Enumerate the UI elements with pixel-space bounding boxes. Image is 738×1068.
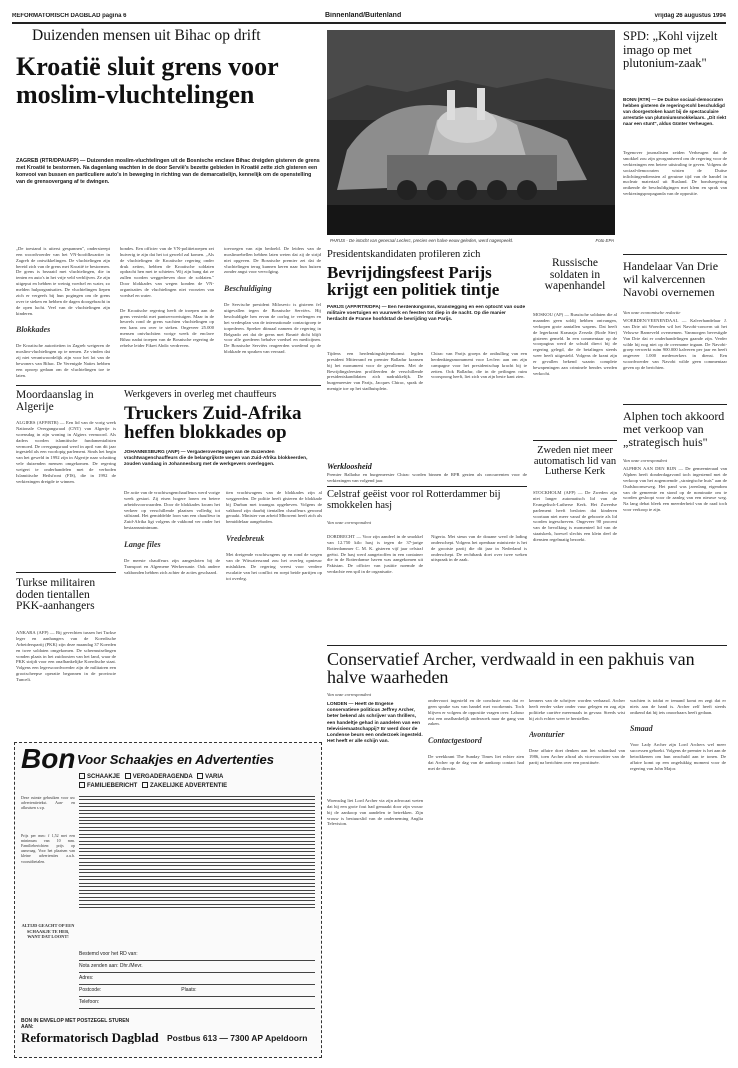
archer-body2b: De weekkrant The Sunday Times liet echter zien dat Archer op de dag van de aankoop contact had met de directie. [428, 754, 524, 771]
bon-option-varia[interactable]: VARIA [197, 774, 223, 780]
archer-headline: Conservatief Archer, verdwaald in een pakhuis van halve waarheden [327, 650, 695, 687]
turkse-headline: Turkse militairen doden tientallen PKK-aanhangers [16, 578, 96, 613]
archer-body4b: Voor Lady Archer zijn Lord Archers wel meer successen geboekt. Volgens de premier is het aan de betrokkenen om hun onschuld aan te tonen. De affaire komt op een ongelukkig moment voor de regering van John Major. [630, 742, 726, 771]
header-date: vrijdag 26 augustus 1994 [654, 13, 726, 19]
bevrijding-col2 [431, 345, 527, 460]
moord-rule [16, 572, 116, 573]
archer-top-rule [327, 645, 727, 646]
photo-caption: PARIJS - De intocht van generaal Leclerc, precies een halve eeuw geleden, werd nagespeeld. [330, 238, 514, 243]
bon-form-postcode[interactable]: Postcode: Plaats: [79, 985, 315, 997]
bevrijding-body1b: Premier Balladur en burgemeester Chirac worden binnen de RPR gezien als concurrenten voor de verkiezingen van volgend jaar. [327, 472, 527, 483]
navobi-rule [623, 404, 727, 405]
truckers-body2b: Met dreigende vrachtwagens op en rond de wegen van de Witwatersrand zou het overleg opnieuw mislukken. De regering vreest voor verdere escalatie van het conflict en roept beide partijen op tot overleg. [226, 552, 322, 581]
lead-deck: ZAGREB (RTR/DPA/AFP) — Duizenden moslim-vluchtelingen uit de Bosnische enclave Bihac dreigden gisteren de grens met Kroatië te bestormen. Na dagenlang wachten in de door Servië's bezette gebieden in Kroatië zette zich gisteren een konvooi van bussen en particuliere auto's in beweging in richting van de demarcatielijn, kennelijk om de openstelling van de grensovergang af te dwingen. [16, 158, 320, 185]
lead-body-col2 [120, 240, 214, 380]
bon-prices: Prijs per mm: f 1,52 met een minimum van 10 mm. Familieberichten: prijs op aanvraag. Voor het plaatsen van kleine advertenties a.u.b. vooruitbetalen. [21, 833, 75, 864]
lead-body1: „De toestand is uiterst gespannen", onderstreept een woordvoerder van het VN-hoofdkwartier in Zagreb de ontwikkelingen. De vluchtelingen zijn bereid zich van de grens met Kroatië te bestormen. De grens is bezaaid met vluchtelingen, die in tenten en auto's in het vrije veld verblijven. Ze zijn uitgeput en hebben te weinig voedsel en water, zo melden hulporganisaties. De vluchtelingen liepen zich er vergeefs bij hun pogingen om de grens over te steken en hebben de dagen doorgebracht in de open lucht. Veel van de vluchtelingen zijn kinderen. [16, 245, 110, 316]
truckers-col2 [226, 484, 322, 737]
bon-option-agenda[interactable]: VERGADERAGENDA [125, 774, 193, 780]
archer-body1: Woensdag liet Lord Archer via zijn advocaat weten dat hij een grote fout had gemaakt door zijn vrouw bij de aankoop van aandelen te betrekken. Zijn vrouw is bestuurslid van de onderneming Anglia Television. [327, 797, 423, 827]
lead-kicker: Duizenden mensen uit Bihac op drift [32, 28, 261, 44]
bon-options [79, 773, 319, 791]
bon-form-phone[interactable]: Telefoon: [79, 997, 315, 1009]
bon-footer-label: BON IN ENVELOP MET POSTZEGEL STUREN AAN: [21, 1018, 130, 1030]
bon-option-familie[interactable]: FAMILIEBERICHT [79, 783, 137, 789]
bon-cta: ALTIJD GEACHT OP EEN SCHAAKJE TE HEB, WANT DAT LOONT! [21, 923, 75, 940]
bevrijding-kicker: Presidentskandidaten profileren zich [327, 250, 481, 260]
spd-deck: BONN (RTR) — De Duitse sociaal-democraten hebben gisteren de regering-Kohl beschuldigd van doorgestoken kaart bij de spectaculaire arrestatie van plutoniumsmokkelaars. „Dit riekt naar een stunt", aldus Günter Verheugen. [623, 97, 727, 126]
spd-headline: SPD: „Kohl vijzelt imago op met plutonium-zaak" [623, 30, 718, 70]
bon-form [79, 949, 315, 1009]
bon-address: Postbus 613 — 7300 AP Apeldoorn [167, 1033, 308, 1043]
archer-col2 [428, 692, 524, 1054]
lead-headline: Kroatië sluit grens voor moslim-vluchtelingen [16, 53, 279, 109]
alphen-headline: Alphen toch akkoord met verkoop van „strategisch huis" [623, 410, 725, 449]
bon-option-zakelijk[interactable]: ZAKELIJKE ADVERTENTIE [142, 783, 227, 789]
bevrijding-body1: Tijdens een herdenkingsbijeenkomst legden president Mitterrand en premier Balladur kransen bij het monument voor de gevallenen. Met de Bevrijdingsfeesten profileerden de verschillende presidentskandidaten zich nadrukkelijk. De burgemeester van Parijs, Jacques Chirac, sprak de menigte toe op het stadhuisplein. [327, 350, 423, 392]
bevrijding-body2: Chirac van Parijs groeps de onthulling van een herdenkingsmonument voor Leclerc aan om zijn campagne voor het presidentschap kracht bij te zetten. Ook Balladur, die in de peilingen ruim voorsprong heeft, liet zich van zijn beste kant zien. [431, 350, 527, 380]
archer-col4 [630, 692, 726, 1054]
archer-col3 [529, 692, 625, 1054]
lead-body-col3 [224, 240, 321, 380]
truckers-kicker: Werkgevers in overleg met chauffeurs [124, 390, 277, 400]
archer-body2: ondervoort ingesteld en de conclusie was dat er geen sprake was van handel met voorkennis. Toch blijven er volgens de oppositie vragen over. Labour eist een onafhankelijk onderzoek naar de gang van zaken. [428, 697, 524, 727]
navobi-body: WOERDEN/VEENENDAAL — Kalverhandelaar J. van Drie uit Woerden wil het Navobi-concern uit het Veluwse Barneveld overnemen. Vanmorgen bevestigde Van Drie dat er onderhandelingen gaande zijn. Verder wilde hij nog niet op de overname ingaan. De Navobi-groep verwerkt ruim 900.000 kalveren per jaar en heeft ongeveer 1.000 medewerkers in dienst. Een woordvoerder van Navobi wilde geen commentaar geven op de berichten. [623, 318, 727, 370]
bon-form-name[interactable]: Nota zenden aan: Dhr./Mevr. [79, 961, 315, 973]
truckers-sub-vrede: Vredebreuk [226, 534, 265, 543]
archer-body3: kenners van de schrijver worden verbaasd. Archer heeft eerder vaker onder vuur gelegen en zag zijn politieke carrière meermaals in gevaar. Steeds wist hij zich echter weer te herstellen. [529, 697, 625, 721]
truckers-col1 [124, 484, 220, 737]
alphen-byline: Van onze correspondent [623, 458, 667, 463]
bon-text-lines[interactable] [79, 793, 315, 945]
russische-headline: Russische soldaten in wapenhandel [544, 258, 606, 293]
bevrijding-col1 [327, 345, 423, 460]
lead-sub-beschuldiging: Beschuldiging [224, 284, 272, 294]
truckers-body2: tien vrachtwagens van de blokkades zijn al weggereden. De politie heeft gisteren de blokkade bij Durban met traangas opgeheven. Volgens de vakbond zijn daarbij tientallen chauffeurs gewond geraakt. Minister van arbeid Mboweni heeft zich als bemiddelaar aangeboden. [226, 489, 322, 525]
bon-intro: Deze ruimte gebruiken voor uw advertentietekst. Aan- en afkruisen s.v.p. [21, 795, 75, 811]
celstraf-byline: Van onze correspondent [327, 520, 371, 525]
bevrijding-deck: PARIJS (AFP/RTR/DPA) — Een herdenkingsmis, kranslegging en een optocht van oude militaire voertuigen en vuurwerk en feesten tot diep in de nacht. Op die manier herdacht de Franse hoofdstad de bevrijding van Parijs. [327, 305, 526, 323]
celstraf-col1 [327, 528, 423, 640]
header-rule [12, 22, 726, 24]
bon-subtitle: Voor Schaakjes en Advertenties [77, 753, 275, 767]
lead-bottom-rule [16, 385, 321, 386]
lead-body3: toevoegen van zijn bedoeld. De leiders van de moslimrebellen hebben laten weten dat zij de strijd niet opgeven. De Bosnische premier zei dat de vluchtelingen terug kunnen keren naar hun huizen zonder angst voor vervolging. [224, 245, 321, 275]
bevrijding-sub: Werkloosheid [327, 462, 372, 471]
bon-coupon[interactable] [14, 742, 322, 1058]
archer-sub-avonturier: Avonturier [529, 730, 565, 740]
lead-body3b: De Servische president Milosevic is gisteren fel uitgevallen tegen de Bosnische Serviërs. Hij beschuldigde hen ervan de oorlog te verlengen en het vredesplan van de internationale contactgroep te torpederen. Spreker ditmaal namens de regering in Belgrado zei dat de grens met Bosnië dicht blijft voor alle goederen behalve voedsel en medicijnen. De Bosnische Serviërs reageerden woedend op de blokkade en spraken van verraad. [224, 302, 321, 355]
archer-byline: Van onze correspondent [327, 692, 371, 697]
spd-body: Tegenover journalisten zeiden Verheugen dat de smokkel zou zijn georganiseerd om de regering voor de verkiezingen een betere uitstraling te geven. Volgens de sociaal-democraten wisten de Duitse inlichtingendiensten al geruime tijd van de handel in nucleair materiaal uit Rusland. De bondsregering ontkende de beschuldigingen met klem en sprak van verkiezingspropaganda van de oppositie. [623, 150, 727, 197]
zweden-body: STOCKHOLM (AFP) — De Zweden zijn niet langer automatisch lid van de Evangelisch-Lutherse Kerk. Het Zweedse parlement heeft besloten dat kinderen voortaan niet meer vanaf de geboorte als lid worden ingeschreven. Ongeveer 90 procent van de bevolking is momenteel lid van de staatskerk, hoewel slechts een klein deel de diensten regelmatig bezoekt. [533, 490, 617, 542]
turkse-body: ANKARA (AFP) — Bij gevechten tussen het Turkse leger en aanhangers van de Koerdische Arbeiderspartij (PKK) zijn deze maandag 37 Koerden en twee soldaten omgekomen. De schermutselingen vonden plaats in het zuidoosten van het land, waar de PKK strijdt voor een onafhankelijke Koerdische staat. Volgens een legerwoordvoerder zijn de militairen een grootscheepse operatie begonnen in de provincie Tunceli. [16, 630, 116, 682]
archer-body3b: Deze affaire doet denken aan het schandaal van 1986, toen Archer aftrad als vicevoorzitter van de partij na berichten over een prostituée. [529, 748, 625, 766]
bon-option-schaakje[interactable]: SCHAAKJE [79, 774, 120, 780]
archer-body4: wachten is totdat er iemand komt en zegt dat er niets aan de hand is. Archer zelf heeft steeds ontkend dat hij iets onoorbaars heeft gedaan. [630, 697, 726, 715]
photo-credit: Foto EPA [595, 238, 614, 243]
navobi-headline: Handelaar Van Drie wil kalvercennen Navobi overnemen [623, 260, 719, 299]
bevrijding-rule [327, 486, 527, 487]
russische-rule [533, 440, 617, 441]
navobi-byline: Van onze economische redactie [623, 310, 681, 315]
celstraf-body2: Nigeria. Met steun van de douane werd de lading onderschept. Volgens het openbaar ministerie is het de grootste partij die dit jaar in Nederland is onderschept. De rechtbank doet over twee weken uitspraak in de zaak. [431, 533, 527, 563]
lead-sub-blokkades: Blokkades [16, 325, 51, 335]
truckers-body1b: De meeste chauffeurs zijn aangesloten bij de Transport en Algemene Werkersunie. Ook andere vakbonden hebben zich achter de acties geschaard. [124, 557, 220, 575]
archer-sub-smaad: Smaad [630, 724, 653, 734]
lead-photo [327, 30, 615, 235]
truckers-headline: Truckers Zuid-Afrika heffen blokkades op [124, 404, 302, 443]
celstraf-body1: DORDRECHT — Voor zijn aandeel in de smokkel van 12.750 kilo hasj is tegen de 37-jarige Rotterdammer C. M. K. gisteren vijf jaar celstraf geëist. De hasj werd aangetroffen in een container die in de Rotterdamse haven was aangekomen uit Pakistan. De officier van justitie noemde de verdachte een spil in de organisatie. [327, 533, 423, 575]
zweden-headline: Zweden niet meer automatisch lid van Lutherse Kerk [533, 446, 617, 478]
archer-deck: LONDEN — Heeft de Engelse conservatieve politicus Jeffrey Archer, beter bekend als schrijver van thrillers, een handeltje gehad in aandelen van een televisiemaatschappij? Er werd door de Londense beurs een onderzoek ingesteld. Het heeft er alle schijn van. [327, 702, 423, 745]
celstraf-headline: Celstraf geëist voor rol Rotterdammer bij smokkelen hasj [327, 490, 501, 511]
header-section: Binnenland/Buitenland [325, 12, 402, 19]
archer-sub-contact: Contactgestoord [428, 736, 482, 746]
spd-rule [623, 254, 727, 255]
photo-tanks-parade [327, 30, 615, 235]
russische-body: MOSKOU (AP) — Russische soldaten die al maanden geen soldij hebben ontvangen, verkopen grote aantallen wapens. Dat heeft de legerkrant Krasnaja Zvezda (Rode Ster) gisteren gemeld. In een commentaar op de voorpagina werd de schuld direct bij de regering gelegd, die de betalingen steeds weer heeft uitgesteld. Volgens de krant zijn er gevallen bekend waarin complete bewapeningen aan criminele bendes werden verkocht. [533, 312, 617, 376]
bon-paper-name: Reformatorisch Dagblad [21, 1031, 159, 1045]
bon-form-address[interactable]: Adres: [79, 973, 315, 985]
lead-body2b: De Kroatische regering heeft de troepen aan de grens versterkt met pantservoertuigen. Maar in de heuvels rond de grens wachten vluchtelingen op een kans om over te steken. Ongeveer 25.000 mensen ontvluchtten vorige week de enclave Bihac nadat troepen van de Bosnische regering de rebelse leider Fikret Abdic verdreven. [120, 307, 214, 348]
truckers-body1: De actie van de vrachtwagenchauffeurs werd vorige week gestart. Zij eisen hogere lonen en betere arbeidsvoorwaarden. Door de blokkades kwam het verkeer op verschillende plaatsen volledig tot stilstand. Het gemiddelde loon van een chauffeur in Zuid-Afrika ligt volgens de vakbond ver onder het bestaansminimum. [124, 489, 220, 531]
moord-body: ALGIERS (AFP/RTR) — Een lid van de vorig week Nationale Overgangsraad (CNT) van Algerije is woensdag in zijn woning in Algiers vermoord. Als daders worden islamitische fundamentalisten vermoed. De overgangsraad werd in april van dit jaar ingesteld als een voorlopig parlement. Sinds het begin van het geweld in 1992 zijn in Algerije naar schatting vele duizenden mensen omgekomen. De regering weigert te onderhandelen met de verboden Islamitische Heilsfront (FIS), die in 1992 de verkiezingen dreigde te winnen. [16, 420, 116, 484]
truckers-deck: JOHANNESBURG (ANP) — Vergaderoverleggen van de duizenden vrachtwagenchauffeurs die de belangrijkste wegen van Zuid-Afrika blokkeerden, zouden vandaag in Johannesburg met de werkgevers overleggen. [124, 450, 308, 468]
lead-body-col1 [16, 240, 110, 380]
celstraf-col2 [431, 528, 527, 640]
truckers-sub-files: Lange files [124, 539, 161, 549]
lead-body2: bondes. Een officier van de VN-politietroepen zei huiverig te zijn dat het tot geweld zal komen. „Als de vluchtelingen de Kroatische regering onder druk zetten, hebben de Kroatische soldaten opdracht hen met te schieten. Wij zijn bang dat ze zullen worden weggedreven door de soldaten." Door blokkades van wegen konden de VN-organisaties de vluchtelingen niet voorzien van voedsel en water. [120, 245, 214, 298]
lead-body1b: De Kroatische autoriteiten in Zagreb weigeren de moslim-vluchtelingen op te nemen. Ze vinden dat zij niet verantwoordelijk zijn voor het lot van de bewoners van Bihac. De Verenigde Naties hebben een oproep gedaan om de vluchtelingen toe te laten. [16, 343, 110, 378]
archer-col1 [327, 792, 423, 1054]
moord-headline: Moordaanslag in Algerije [16, 390, 94, 413]
bon-form-dest[interactable]: Bestemd voor het RD van: [79, 949, 315, 961]
bon-title: Bon [21, 745, 76, 774]
header-left: REFORMATORISCH DAGBLAD pagina 6 [12, 13, 127, 19]
alphen-body: ALPHEN AAN DEN RIJN — De gemeenteraad van Alphen heeft donderdagavond toch ingestemd met de verkoop van het zogenoemde „strategische huis" aan de Oudshoornseweg. Het pand was jarenlang eigendom van de gemeente en stond op de nominatie om te worden gesloopt voor de aanleg van een nieuwe weg. Na lang debat bleek een meerderheid van de raad toch voor verkoop te zijn. [623, 466, 727, 513]
bevrijding-headline: Bevrijdingsfeest Parijs krijgt een politiek tintje [327, 264, 500, 299]
